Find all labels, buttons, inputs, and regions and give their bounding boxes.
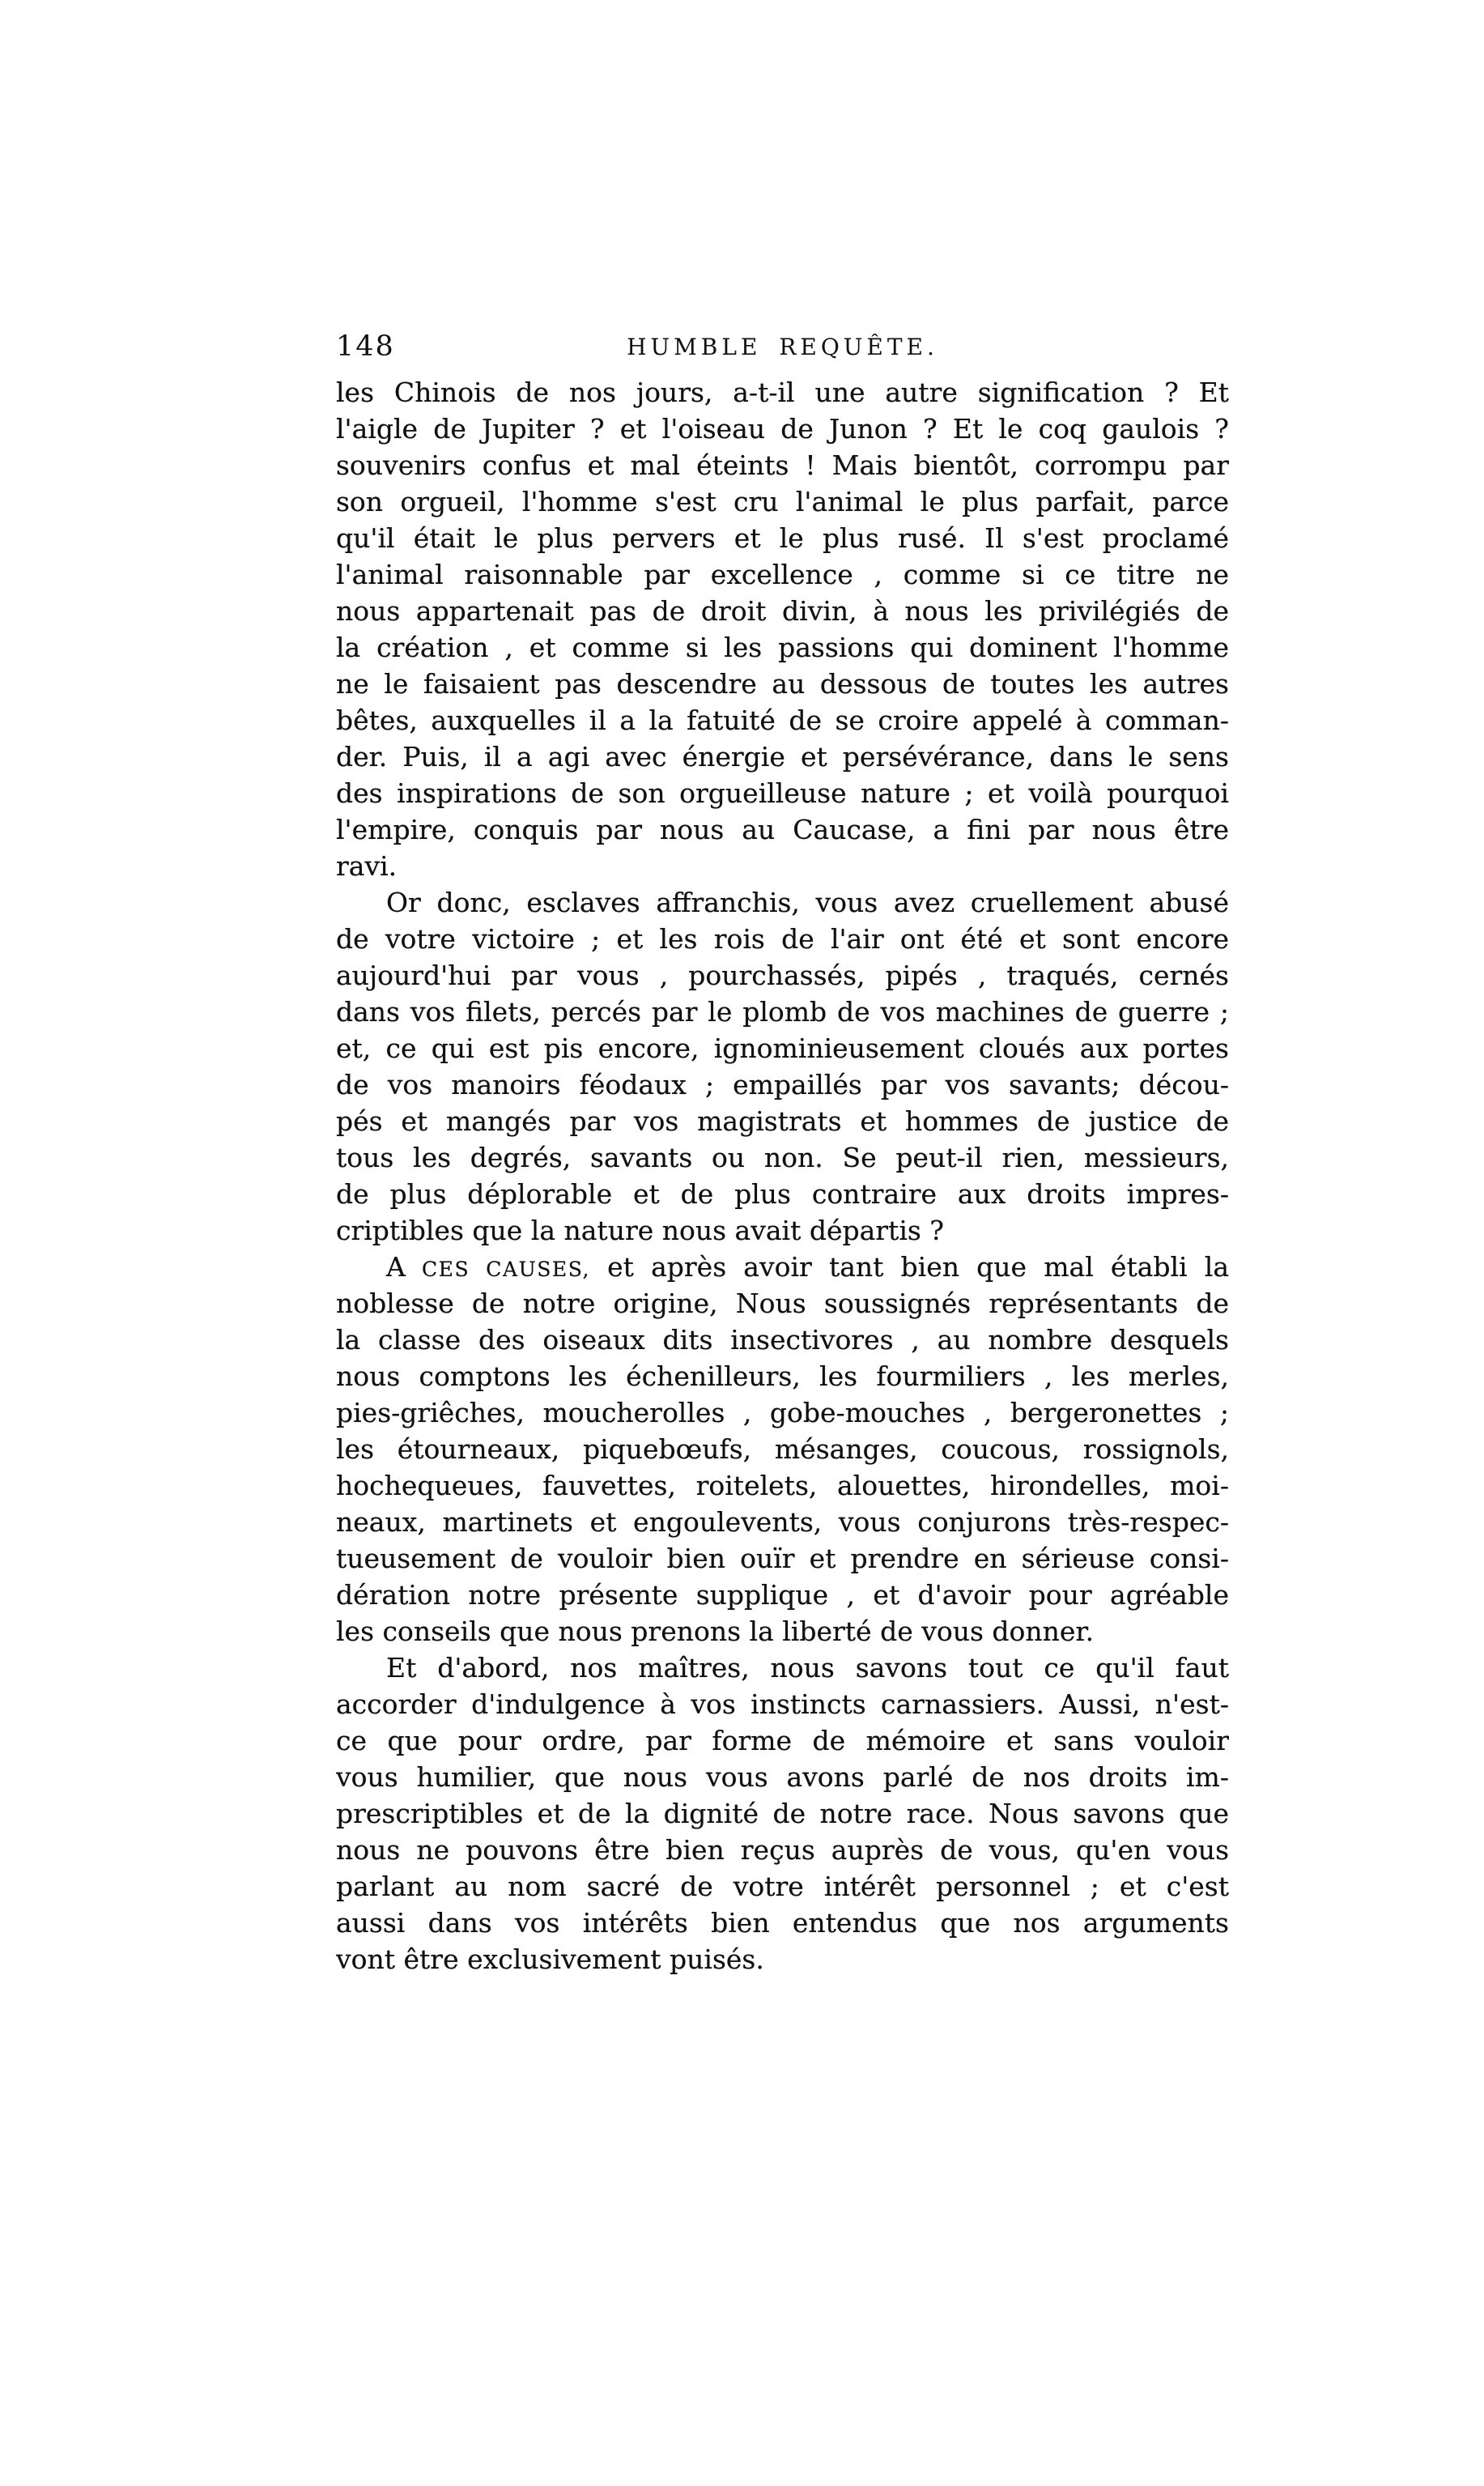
text-line	[336, 1249, 1229, 1285]
text-line: nous ne pouvons être bien reçus auprès de vous, qu'en vous	[336, 1834, 1229, 1866]
text-line: des inspirations de son orgueilleuse nature ; et voilà pourquoi	[336, 777, 1229, 809]
text-line: les étourneaux, piquebœufs, mésanges, coucous, rossignols,	[336, 1433, 1229, 1465]
text-line: pies-griêches, moucherolles , gobe-mouches , bergeronettes ;	[336, 1397, 1229, 1428]
text-line: dans vos filets, percés par le plomb de vos machines de guerre ;	[336, 996, 1229, 1028]
paragraph	[336, 884, 1229, 1249]
paragraph	[336, 374, 1229, 884]
page-number: 148	[336, 330, 395, 363]
text-line: et, ce qui est pis encore, ignominieusement cloués aux portes	[336, 1032, 1229, 1064]
text-line: aussi dans vos intérêts bien entendus que nos arguments	[336, 1907, 1229, 1939]
text-line: vont être exclusivement puisés.	[336, 1943, 764, 1975]
text-line: l'animal raisonnable par excellence , comme si ce titre ne	[336, 559, 1229, 590]
text-line: noblesse de notre origine, Nous soussignés représentants de	[336, 1288, 1229, 1319]
text-line: l'empire, conquis par nous au Caucase, a fini par nous être	[336, 814, 1229, 845]
text-line: bêtes, auxquelles il a la fatuité de se croire appelé à comman-	[336, 705, 1229, 736]
text-line: les conseils que nous prenons la liberté de vous donner.	[336, 1615, 1095, 1647]
text-line: tous les degrés, savants ou non. Se peut-il rien, messieurs,	[336, 1142, 1229, 1173]
text-column	[336, 330, 1229, 1977]
smallcaps-phrase: CES CAUSES,	[405, 1258, 590, 1281]
text-line: ce que pour ordre, par forme de mémoire et sans vouloir	[336, 1725, 1229, 1756]
text-line: de vos manoirs féodaux ; empaillés par vos savants; décou-	[336, 1069, 1229, 1100]
text-line: nous appartenait pas de droit divin, à nous les privilégiés de	[336, 595, 1229, 627]
text-line: prescriptibles et de la dignité de notre race. Nous savons que	[336, 1798, 1229, 1829]
paragraph	[336, 1249, 1229, 1650]
lead-capital: A	[386, 1251, 406, 1283]
text-line: Or donc, esclaves affranchis, vous avez cruellement abusé	[386, 887, 1229, 918]
text-line: accorder d'indulgence à vos instincts carnassiers. Aussi, n'est-	[336, 1688, 1229, 1720]
text-line: la création , et comme si les passions qui dominent l'homme	[336, 632, 1229, 663]
running-title: HUMBLE REQUÊTE.	[627, 334, 938, 360]
text-line: hochequeues, fauvettes, roitelets, alouettes, hirondelles, moi-	[336, 1470, 1229, 1501]
text-line: la classe des oiseaux dits insectivores , au nombre desquels	[336, 1324, 1229, 1356]
text-line: son orgueil, l'homme s'est cru l'animal le plus parfait, parce	[336, 486, 1229, 517]
page-body	[336, 374, 1229, 1977]
text-line: de votre victoire ; et les rois de l'air ont été et sont encore	[336, 923, 1229, 955]
text-line: neaux, martinets et engoulevents, vous conjurons très-respec-	[336, 1506, 1229, 1538]
text-line: criptibles que la nature nous avait départis ?	[336, 1215, 944, 1246]
text-line: qu'il était le plus pervers et le plus rusé. Il s'est proclamé	[336, 522, 1229, 554]
text-line: aujourd'hui par vous , pourchassés, pipés , traqués, cernés	[336, 960, 1229, 991]
text-line: de plus déplorable et de plus contraire aux droits impres-	[336, 1178, 1229, 1210]
text-line: dération notre présente supplique , et d'avoir pour agréable	[336, 1579, 1229, 1611]
text-line: pés et mangés par vos magistrats et hommes de justice de	[336, 1105, 1229, 1137]
text-line: parlant au nom sacré de votre intérêt personnel ; et c'est	[336, 1871, 1229, 1902]
text-line: vous humilier, que nous vous avons parlé de nos droits im-	[336, 1761, 1229, 1793]
text-line: Et d'abord, nos maîtres, nous savons tout ce qu'il faut	[386, 1652, 1229, 1684]
paragraph	[336, 1650, 1229, 1977]
text-line: nous comptons les échenilleurs, les fourmiliers , les merles,	[336, 1360, 1229, 1392]
text-line: les Chinois de nos jours, a-t-il une autre signification ? Et	[336, 377, 1229, 408]
line-rest: et après avoir tant bien que mal établi la	[589, 1251, 1229, 1283]
page-header	[336, 330, 1229, 364]
text-line: l'aigle de Jupiter ? et l'oiseau de Junon ? Et le coq gaulois ?	[336, 413, 1229, 445]
text-line: souvenirs confus et mal éteints ! Mais bientôt, corrompu par	[336, 449, 1229, 481]
text-line: ravi.	[336, 850, 398, 882]
text-line: ne le faisaient pas descendre au dessous de toutes les autres	[336, 668, 1229, 700]
text-line: tueusement de vouloir bien ouïr et prendre en sérieuse consi-	[336, 1543, 1229, 1574]
text-line: der. Puis, il a agi avec énergie et persévérance, dans le sens	[336, 741, 1229, 773]
